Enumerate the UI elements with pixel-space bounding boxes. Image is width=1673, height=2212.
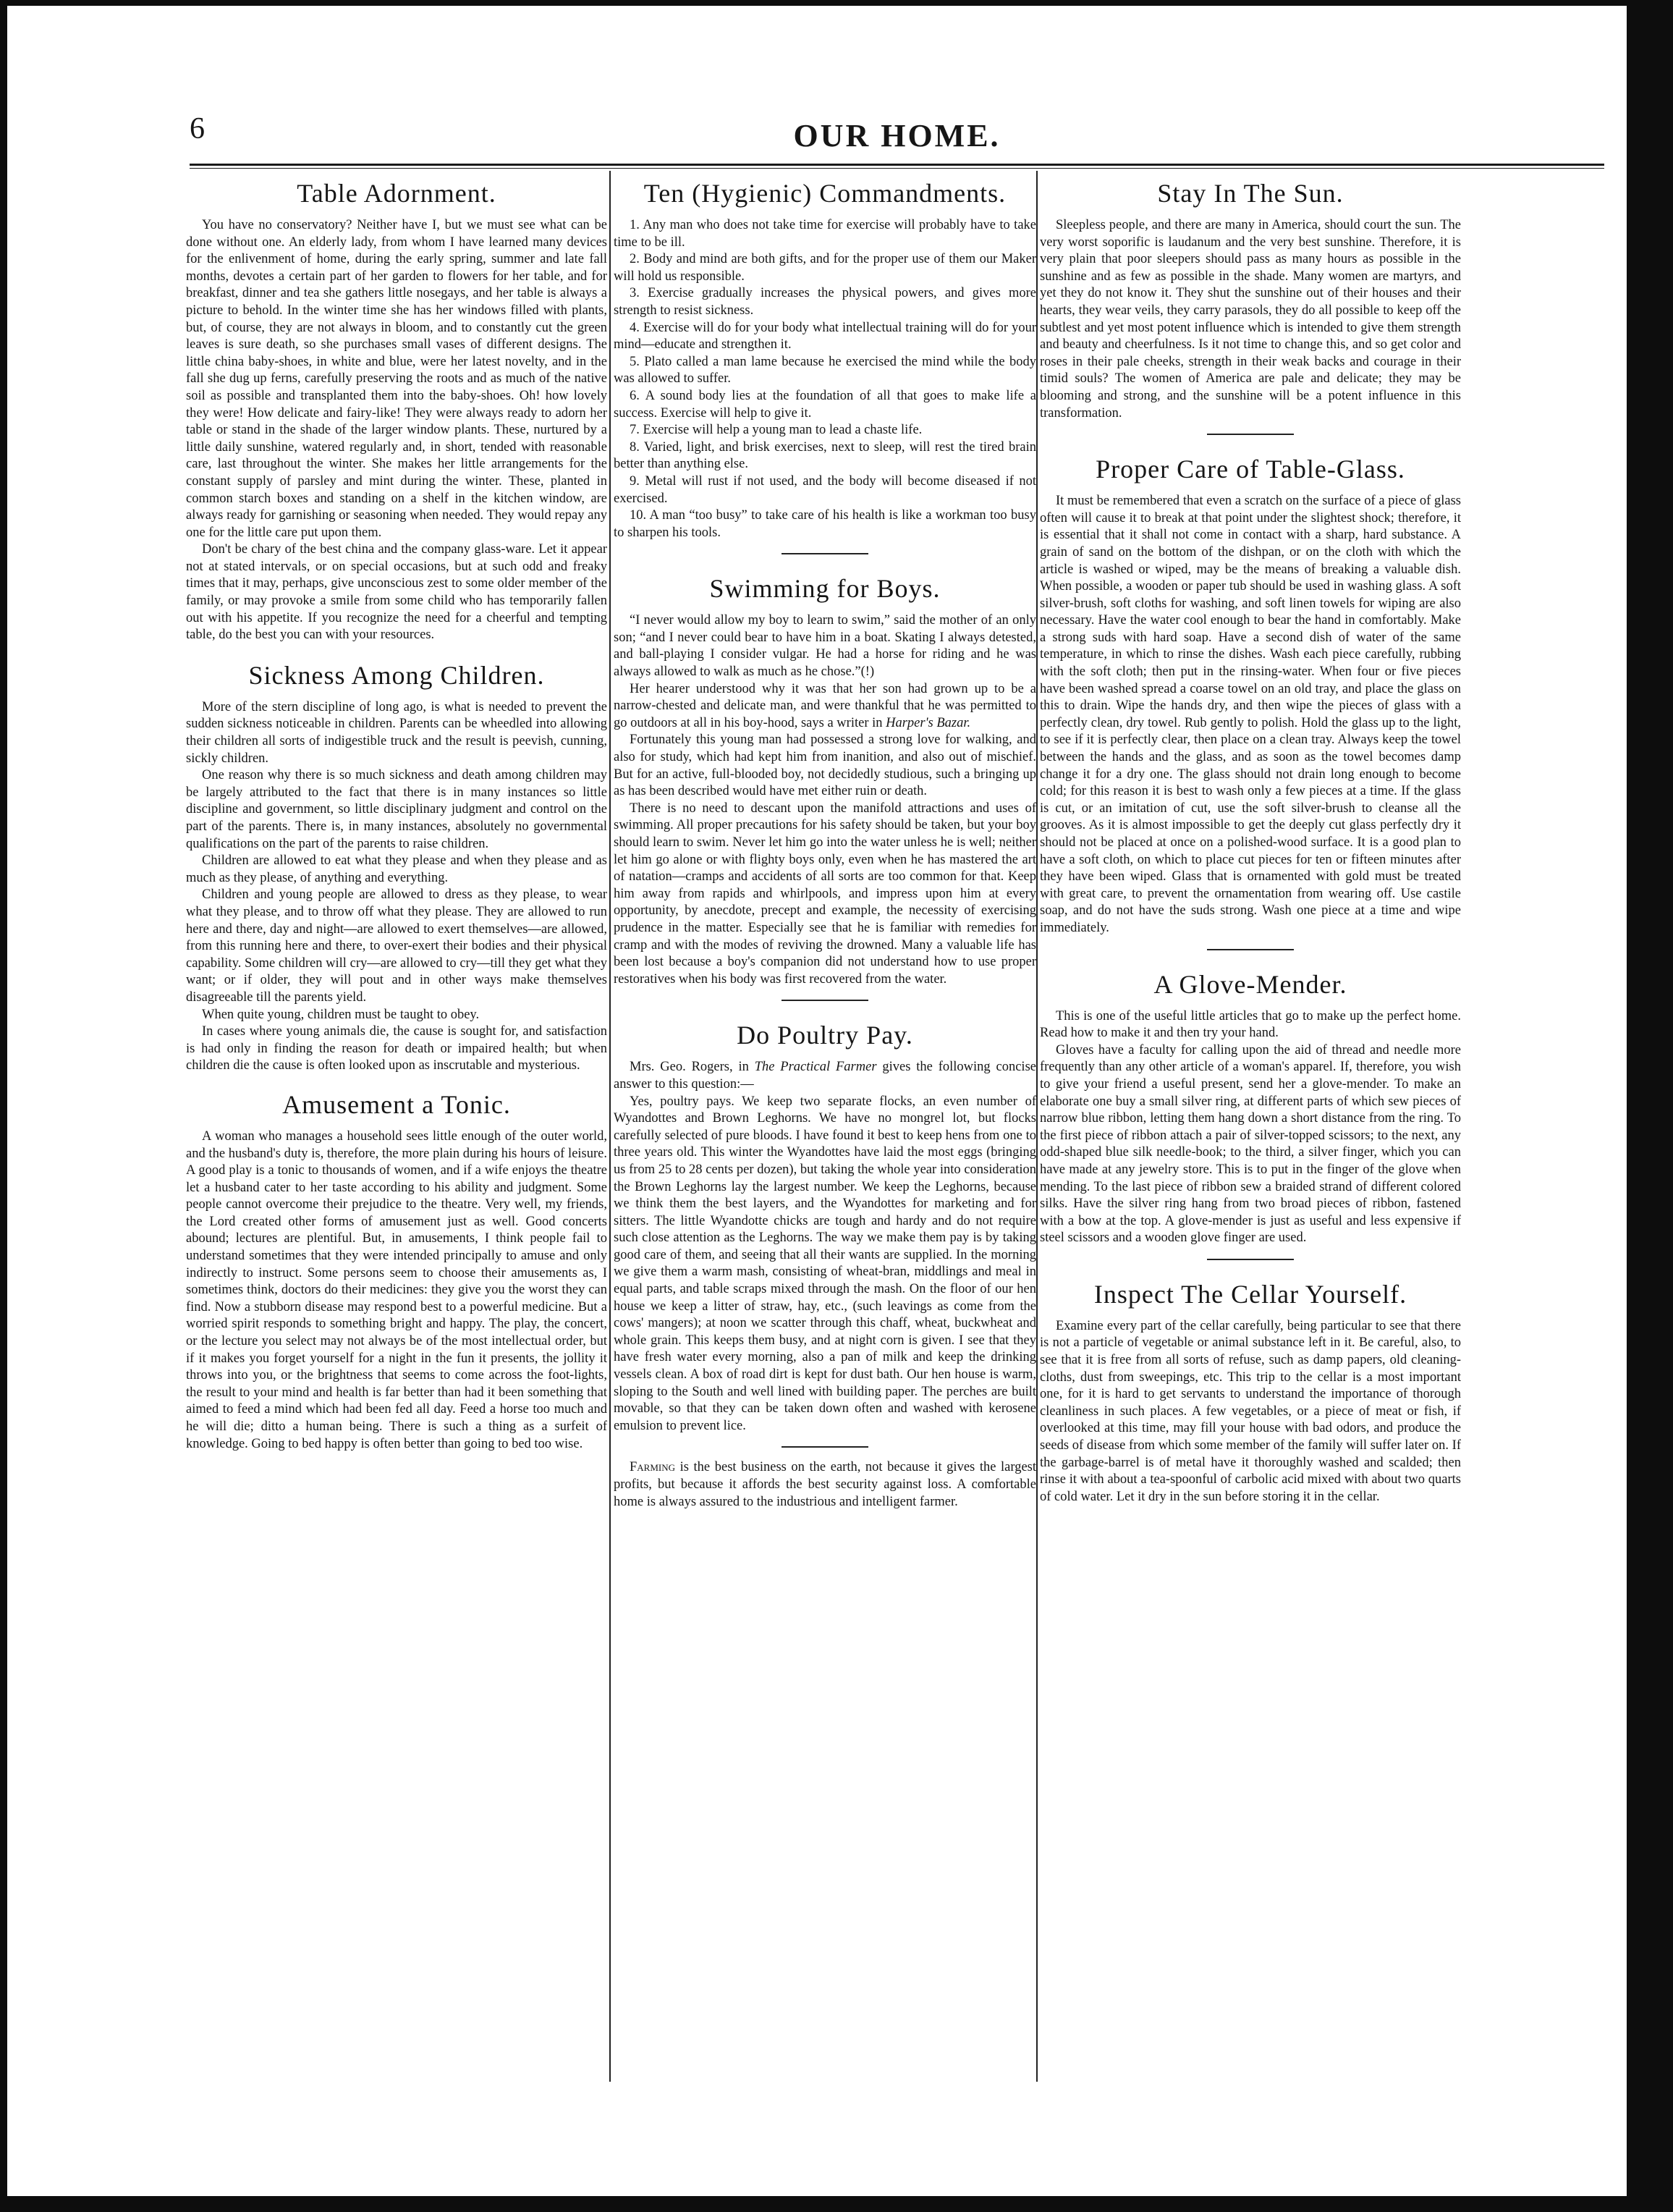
paragraph-text: Her hearer understood why it was that her son had grown up to be a narrow-chested and delicate man, and were thankful that he was permitted to go outdoors at all in his boy-hood, says a writer in (614, 681, 1036, 730)
header-rule (190, 164, 1604, 169)
commandment-item: 2. Body and mind are both gifts, and for the proper use of them our Maker will hold us responsible. (614, 252, 1036, 284)
article-title: Inspect The Cellar Yourself. (1093, 1279, 1407, 1309)
article-paragraph: There is no need to descant upon the manifold attractions and uses of swimming. All proper precautions for his safety should be taken, but your boy should learn to swim. Never let him go into the water unless he is well; neither let him go alone or with flighty boys only, even when he has mastered the art of natation—cramps and accidents of all sorts are too common for that. Keep him away from rapids and whirlpools, and impress upon him at every opportunity, by anecdote, precept and example, the necessity of exercising prudence in the matter. Especially see that he is familiar with remedies for cramp and with the modes of reviving the drowned. Many a valuable life has been lost because a boy's companion did not understand how to use proper restoratives when his body was first recovered from the water. (614, 801, 1036, 987)
article-title: Do Poultry Pay. (737, 1021, 913, 1050)
article-paragraph (614, 1059, 1036, 1093)
paragraph-text: is the best business on the earth, not because it gives the largest profits, but because it affords the best security against loss. A comfortable home is always assured to the industrious and intelligent farmer. (614, 1460, 1036, 1509)
scan-border-left (0, 0, 7, 2212)
article-paragraph: Children are allowed to eat what they please and when they please and as much as they please, of anything and everything. (186, 853, 607, 885)
section-divider (1207, 434, 1294, 435)
article-paragraph: More of the stern discipline of long ago, is what is needed to prevent the sudden sickness noticeable in children. Parents can be wheedled into allowing their children all sorts of indigestible truck and the result is peevish, cunning, sickly children. (186, 699, 607, 766)
article-swimming-for-boys (614, 566, 1036, 988)
article-paragraph (614, 1459, 1036, 1511)
article-title: Swimming for Boys. (709, 574, 941, 604)
article-paragraph: Children and young people are allowed to dress as they please, to wear what they please, and to throw off what they please. They are allowed to run here and there, day and night—are allowed to exert themselves—are allowed, from this running here and there, to over-exert their bodies and their physical capability. Some children will cry—are allowed to cry—till they get what they want; or if older, they will pout and in other ways make themselves disagreeable till the parents yield. (186, 887, 607, 1005)
article-ten-hygienic-commandments (614, 171, 1036, 541)
article-a-glove-mender (1040, 962, 1461, 1247)
commandment-item: 10. A man “too busy” to take care of his health is like a workman too busy to sharpen his tools. (614, 508, 1036, 540)
column-rule-1 (609, 171, 611, 2082)
article-amusement-a-tonic (186, 1082, 607, 1453)
article-title: Table Adornment. (297, 179, 496, 208)
section-divider (782, 553, 868, 554)
article-inspect-the-cellar (1040, 1272, 1461, 1506)
article-do-poultry-pay (614, 1013, 1036, 1435)
source-citation: Harper's Bazar. (886, 715, 971, 730)
article-title: Proper Care of Table-Glass. (1096, 455, 1405, 484)
section-divider (1207, 1259, 1294, 1260)
article-paragraph: Don't be chary of the best china and the company glass-ware. Let it appear not at stated intervals, or on special occasions, but at such odd and freaky times that it may, perhaps, give unconscious zest to some older member of the family, or may provoke a smile from some child who has temporarily fallen out with his appetite. If you recognize the need for a cheerful and tempting table, do the best you can with your resources. (186, 542, 607, 643)
article-title: A Glove-Mender. (1153, 969, 1347, 999)
commandment-item: 8. Varied, light, and brisk exercises, next to sleep, will rest the tired brain better than anything else. (614, 439, 1036, 472)
article-paragraph: Sleepless people, and there are many in America, should court the sun. The very worst soporific is laudanum and the very best sunshine. Therefore, it is very plain that poor sleepers should pass as many hours as possible in the sunshine and as few as possible in the shade. Many women are martyrs, and yet they do not know it. They shut the sunshine out of their houses and their hearts, they wear veils, they carry parasols, they do all possible to keep off the subtlest and yet most potent influence which is intended to give them strength and beauty and cheerfulness. Is it not time to change this, and so get color and roses in their pale cheeks, strength in their weak backs and courage in their timid souls? The women of America are pale and delicate; they may be blooming and strong, and the sunshine will be a potent influence in this transformation. (1040, 218, 1461, 421)
section-divider (782, 1446, 868, 1448)
commandment-item: 3. Exercise gradually increases the physical powers, and gives more strength to resist sickness. (614, 286, 1036, 318)
scan-border-bottom (0, 2196, 1673, 2212)
article-stay-in-the-sun (1040, 171, 1461, 422)
article-title: Sickness Among Children. (248, 660, 545, 690)
article-paragraph: When quite young, children must be taught to obey. (202, 1007, 480, 1022)
page-number: 6 (190, 112, 205, 145)
column-1 (186, 171, 607, 2085)
article-paragraph: “I never would allow my boy to learn to swim,” said the mother of an only son; “and I never could bear to have him in a boat. Skating I always detested, and ball-playing I consider vulgar. He had a horse for riding and he was always allowed to walk as much as he chose.”(!) (614, 613, 1036, 680)
article-paragraph: It must be remembered that even a scratch on the surface of a piece of glass often will cause it to break at that point under the slightest shock; therefore, it is essential that it shall not come in contact with a sharp, hard substance. A grain of sand on the bottom of the dishpan, or on the cloth with which the article is washed or wiped, may be the means of breaking a valuable dish. When possible, a wooden or paper tub should be used in washing glass. A soft silver-brush, soft cloths for washing, and soft linen towels for wiping are also necessary. Have the water cool enough to bear the hand in comfortably. Make a strong suds with hard soap. Have a second dish of water of the same temperature, in which to rinse the dishes. Wash each piece carefully, rubbing with the soft cloth; then put in the rinsing-water. When four or five pieces have been washed spread a coarse towel on an old tray, and place the glass on this to drain. Wipe the hands dry, and then wipe the pieces of glass with a perfectly clean, dry towel. Rub gently to polish. Hold the glass up to the light, to see if it is perfectly clear, then place on a clean tray. Always keep the towel between the hands and the glass, and as soon as the towel becomes damp change it for a dry one. The glass should not drain long enough to become cold; for this reason it is best to wash only a few pieces at a time. If the glass is cut, or an imitation of cut, use the soft silver-brush to cleanse all the grooves. As it is almost impossible to get the deeply cut glass perfectly dry it should not be placed at once on a polished-wood surface. It is a good plan to have a soft cloth, on which to place cut pieces for ten or fifteen minutes after they have been wiped. Glass that is ornamented with gold must be treated with great care, to prevent the ornamentation from wearing off. Use castile soap, and do not have the suds strong. Wash one piece at a time and wipe immediately. (1040, 494, 1461, 935)
article-sickness-among-children (186, 653, 607, 1075)
article-paragraph: Fortunately this young man had possessed a strong love for walking, and also for study, which had kept him from inanition, and also out of mischief. But for an active, full-blooded boy, not decidedly studious, such a bringing up as has been described would have met either ruin or death. (614, 733, 1036, 799)
article-farming (614, 1459, 1036, 1511)
paragraph-text: Mrs. Geo. Rogers, in (630, 1060, 755, 1075)
article-paragraph: This is one of the useful little articles that go to make up the perfect home. Read how to make it and then try your hand. (1040, 1008, 1461, 1041)
article-paragraph: A woman who manages a household sees little enough of the outer world, and the husband's duty is, therefore, the more plain during his hours of leisure. A good play is a tonic to thousands of women, and if a wife enjoys the theatre let a husband cater to her taste according to his ability and judgment. Some people cannot overcome their prejudice to the theatre. Very well, my friends, the Lord created other forms of amusement just as well. Good concerts abound; lectures are plentiful. But, in amusements, I think people fail to understand sometimes that they were intended principally to amuse and only indirectly to instruct. Some persons seem to choose their amusements as, I sometimes think, doctors do their medicines: they give you the worst they can find. Now a stubborn disease may respond best to a powerful medicine. But a worried spirit responds to something bright and happy. The play, the concert, or the lecture you select may not always be of the most intellectual order, but if it makes you forget yourself for a night in the fun it presents, the jollity it throws into you, or the brightness that seems to come across the foot-lights, the result to your mind and health is far better than had it been something that aimed to feed a mind which had been fed all day. Feed a horse too much and he will die; ditto a human being. There is such a thing as a surfeit of knowledge. Going to bed happy is often better than going to bed too wise. (186, 1128, 607, 1451)
commandment-item: 1. Any man who does not take time for exercise will probably have to take time to be ill. (614, 218, 1036, 250)
column-3 (1040, 171, 1461, 2085)
section-divider (1207, 949, 1294, 950)
column-2 (614, 171, 1036, 2085)
source-citation: The Practical Farmer (754, 1060, 877, 1075)
article-paragraph: You have no conservatory? Neither have I, but we must see what can be done without one. An elderly lady, from whom I have learned many devices for the enlivenment of home, during the early spring, summer and late fall months, devotes a certain part of her garden to flowers for her table, and for breakfast, dinner and tea she gathers little nosegays, and her table is always a picture to behold. In the winter time she has her windows filled with plants, but, of course, they are not always in bloom, and to constantly cut the green leaves is sure death, so she purchases small vases of different designs. The little china baby-shoes, in white and blue, were her latest novelty, and in the fall she dug up ferns, carefully preserving the roots and as much of the native soil as possible and transplanted them into the baby-shoes. Oh! how lovely they were! How delicate and fairy-like! They were always ready to adorn her table or stand in the shade of the larger window plants. These, nurtured by a little daily sunshine, watered regularly and, in short, tended with reasonable care, last throughout the winter. She makes her little arrangements for the constant supply of parsley and mint during the winter. These, planted in common starch boxes and standing on a shelf in the kitchen window, are always ready for garnishing or seasoning when needed. They would repay any one for the little care put upon them. (186, 218, 607, 540)
masthead: OUR HOME. (793, 118, 1001, 153)
article-paragraph: In cases where young animals die, the cause is sought for, and satisfaction is had only in finding the reason for death or impaired health; but when children die the cause is often looked upon as inscrutable and mysterious. (186, 1024, 607, 1073)
commandment-item: 9. Metal will rust if not used, and the body will become diseased if not exercised. (614, 473, 1036, 506)
page-header (190, 109, 1604, 166)
lead-word: Farming (630, 1460, 676, 1475)
article-table-adornment (186, 171, 607, 644)
column-rule-2 (1036, 171, 1038, 2082)
article-proper-care-of-table-glass (1040, 447, 1461, 937)
article-paragraph: Yes, poultry pays. We keep two separate flocks, an even number of Wyandottes and Brown Leghorns. We have no mongrel lot, but flocks carefully selected of pure bloods. I have found it best to keep hens from one to three years old. This winter the Wyandottes have laid the most eggs (bringing us from 25 to 28 cents per dozen), but taking the whole year into consideration the Brown Leghorns lay the largest number. We keep the Leghorns, because we think them the best layers, and the Wyandottes for marketing and for sitters. The little Wyandotte chicks are tough and hardy and do not require such close attention as the Leghorns. The way we make them pay is by taking good care of them, and seeing that all their wants are supplied. In the morning we give them a warm mash, consisting of wheat-bran, middlings and meal in equal parts, and table scraps mixed through the mash. On the floor of our hen house we keep a litter of straw, hay, etc., (such leavings as come from the cows' mangers); at noon we scatter through this chaff, wheat, buckwheat and whole grain. This keeps them busy, and at night corn is given. I see that they have fresh water every morning, also a pan of milk and keep the drinking vessels clean. A box of road dirt is kept for dust bath. Our hen house is warm, sloping to the South and well lined with building paper. The perches are built movable, so that they can be taken down often and washed with kerosene emulsion to prevent lice. (614, 1094, 1036, 1433)
article-title: Ten (Hygienic) Commandments. (643, 179, 1007, 208)
commandment-item: 5. Plato called a man lame because he exercised the mind while the body was allowed to suffer. (614, 354, 1036, 387)
paragraph-text: gives the following concise answer to this question:— (614, 1060, 1036, 1092)
scan-border-top (0, 0, 1673, 6)
commandment-item: 6. A sound body lies at the foundation of all that goes to make life a success. Exercise will help to give it. (614, 388, 1036, 421)
commandment-item: 4. Exercise will do for your body what intellectual training will do for your mind—educate and strengthen it. (614, 320, 1036, 353)
article-title: Amusement a Tonic. (282, 1089, 511, 1119)
article-title: Stay In The Sun. (1157, 179, 1344, 208)
article-paragraph: One reason why there is so much sickness and death among children may be largely attributed to the fact that there is in many instances so little discipline and government, so little disciplinary judgment and control on the part of the parents. There is, in many instances, absolutely no governmental qualifications on the part of the parents to raise children. (186, 768, 607, 851)
article-paragraph: Gloves have a faculty for calling upon the aid of thread and needle more frequently than any other article of a woman's apparel. If, therefore, you wish to give your friend a useful present, send her a glove-mender. To make an elaborate one buy a small silver ring, at different parts of which sew pieces of narrow blue ribbon, letting them hang down a short distance from the ring. To the first piece of ribbon attach a pair of silver-topped scissors; to the next, any odd-shaped blue silk needle-book; to the third, a silver finger, which you can have made at any jewelry store. This is to put in the finger of the glove when mending. To the last piece of ribbon sew a braided strand of different colored silks. Have the silver ring hang from two broad pieces of ribbon, fastened with a bow at the top. A glove-mender is just as useful and less expensive if steel scissors and a wooden glove finger are used. (1040, 1042, 1461, 1246)
scan-border-right (1627, 0, 1673, 2212)
section-divider (782, 1000, 868, 1001)
article-paragraph (614, 681, 1036, 733)
article-paragraph: Examine every part of the cellar carefully, being particular to see that there is not a particle of vegetable or animal substance left in it. Be careful, also, to see that it is free from all sorts of refuse, such as damp papers, old cleaning-cloths, dust from sweepings, etc. This trip to the cellar is a most important one, for it is hard to get servants to understand the importance of thorough cleanliness in such places. A few vegetables, or a piece of meat or fish, if overlooked at this time, may fill your house with bad odors, and produce the seeds of disease from which some member of the family will suffer later on. If the garbage-barrel is of metal have it thoroughly washed and scalded; then rinse it with about a tea-spoonful of carbolic acid mixed with about two quarts of cold water. Let it dry in the sun before storing it in the cellar. (1040, 1318, 1461, 1504)
commandment-item: 7. Exercise will help a young man to lead a chaste life. (630, 423, 923, 438)
